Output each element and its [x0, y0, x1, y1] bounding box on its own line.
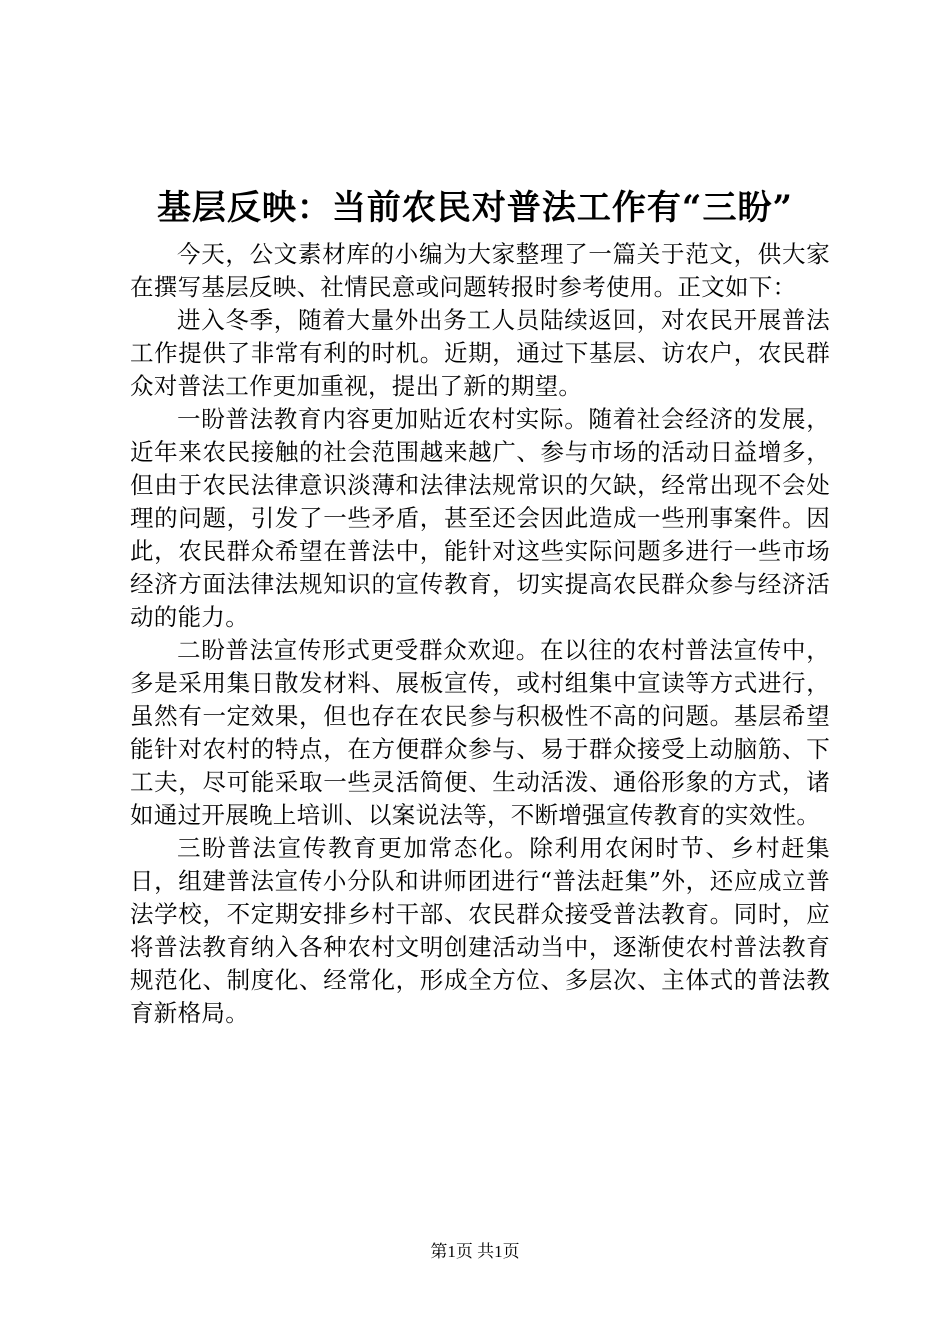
paragraph-first-hope: 一盼普法教育内容更加贴近农村实际。随着社会经济的发展，近年来农民接触的社会范围越来越广、参与市场的活动日益增多，但由于农民法律意识淡薄和法律法规常识的欠缺，经常出现不会处理的问题，引发了一些矛盾，甚至还会因此造成一些刑事案件。因此，农民群众希望在普法中，能针对这些实际问题多进行一些市场经济方面法律法规知识的宣传教育，切实提高农民群众参与经济活动的能力。: [130, 405, 830, 631]
paragraph-second-hope: 二盼普法宣传形式更受群众欢迎。在以往的农村普法宣传中，多是采用集日散发材料、展板宣传，或村组集中宣读等方式进行，虽然有一定效果，但也存在农民参与积极性不高的问题。基层希望能针对农村的特点，在方便群众参与、易于群众接受上动脑筋、下工夫，尽可能采取一些灵活简便、生动活泼、通俗形象的方式，诸如通过开展晚上培训、以案说法等，不断增强宣传教育的实效性。: [130, 636, 830, 829]
document-body: [130, 238, 830, 1030]
paragraph-background: 进入冬季，随着大量外出务工人员陆续返回，对农民开展普法工作提供了非常有利的时机。近期，通过下基层、访农户，农民群众对普法工作更加重视，提出了新的期望。: [130, 306, 830, 400]
page-footer: 第1页 共1页: [430, 1242, 520, 1261]
paragraph-intro: 今天，公文素材库的小编为大家整理了一篇关于范文，供大家在撰写基层反映、社情民意或问题转报时参考使用。正文如下：: [130, 240, 830, 301]
document-title: 基层反映：当前农民对普法工作有“三盼”: [156, 188, 794, 228]
paragraph-third-hope: 三盼普法宣传教育更加常态化。除利用农闲时节、乡村赶集日，组建普法宣传小分队和讲师团进行“普法赶集”外，还应成立普法学校，不定期安排乡村干部、农民群众接受普法教育。同时，应将普法教育纳入各种农村文明创建活动当中，逐渐使农村普法教育规范化、制度化、经常化，形成全方位、多层次、主体式的普法教育新格局。: [130, 834, 830, 1027]
